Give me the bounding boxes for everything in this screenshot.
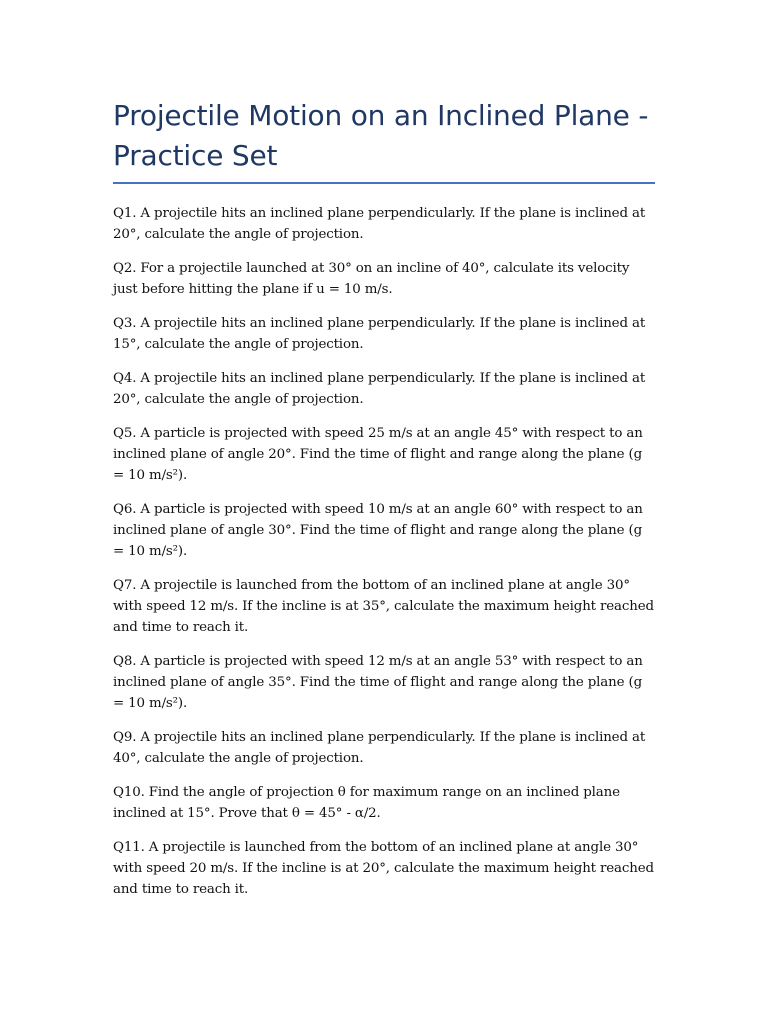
question-item: Q10. Find the angle of projection θ for maximum range on an inclined plane inclined at 15°. Prove that θ = 45° - α/2. [113, 785, 620, 821]
title-underline [113, 182, 655, 184]
document-title: Projectile Motion on an Inclined Plane - Practice Set [113, 99, 649, 172]
question-item: Q3. A projectile hits an inclined plane perpendicularly. If the plane is inclined at 15°, calculate the angle of projection. [113, 316, 646, 352]
document-page [113, 96, 655, 913]
question-item: Q11. A projectile is launched from the bottom of an inclined plane at angle 30° with speed 20 m/s. If the incline is at 20°, calculate the maximum height reached and time to reach it. [113, 840, 654, 897]
question-item: Q1. A projectile hits an inclined plane perpendicularly. If the plane is inclined at 20°, calculate the angle of projection. [113, 206, 646, 242]
question-item: Q4. A projectile hits an inclined plane perpendicularly. If the plane is inclined at 20°, calculate the angle of projection. [113, 371, 646, 407]
question-item: Q8. A particle is projected with speed 12 m/s at an angle 53° with respect to an inclined plane of angle 35°. Find the time of flight and range along the plane (g = 10 m/s²). [113, 654, 643, 711]
question-item: Q2. For a projectile launched at 30° on an incline of 40°, calculate its velocity just before hitting the plane if u = 10 m/s. [113, 261, 630, 297]
question-list [113, 203, 655, 900]
question-item: Q6. A particle is projected with speed 10 m/s at an angle 60° with respect to an inclined plane of angle 30°. Find the time of flight and range along the plane (g = 10 m/s²). [113, 502, 643, 559]
question-item: Q5. A particle is projected with speed 25 m/s at an angle 45° with respect to an inclined plane of angle 20°. Find the time of flight and range along the plane (g = 10 m/s²). [113, 426, 643, 483]
question-item: Q9. A projectile hits an inclined plane perpendicularly. If the plane is inclined at 40°, calculate the angle of projection. [113, 730, 646, 766]
question-item: Q7. A projectile is launched from the bottom of an inclined plane at angle 30° with speed 12 m/s. If the incline is at 35°, calculate the maximum height reached and time to reach it. [113, 578, 654, 635]
